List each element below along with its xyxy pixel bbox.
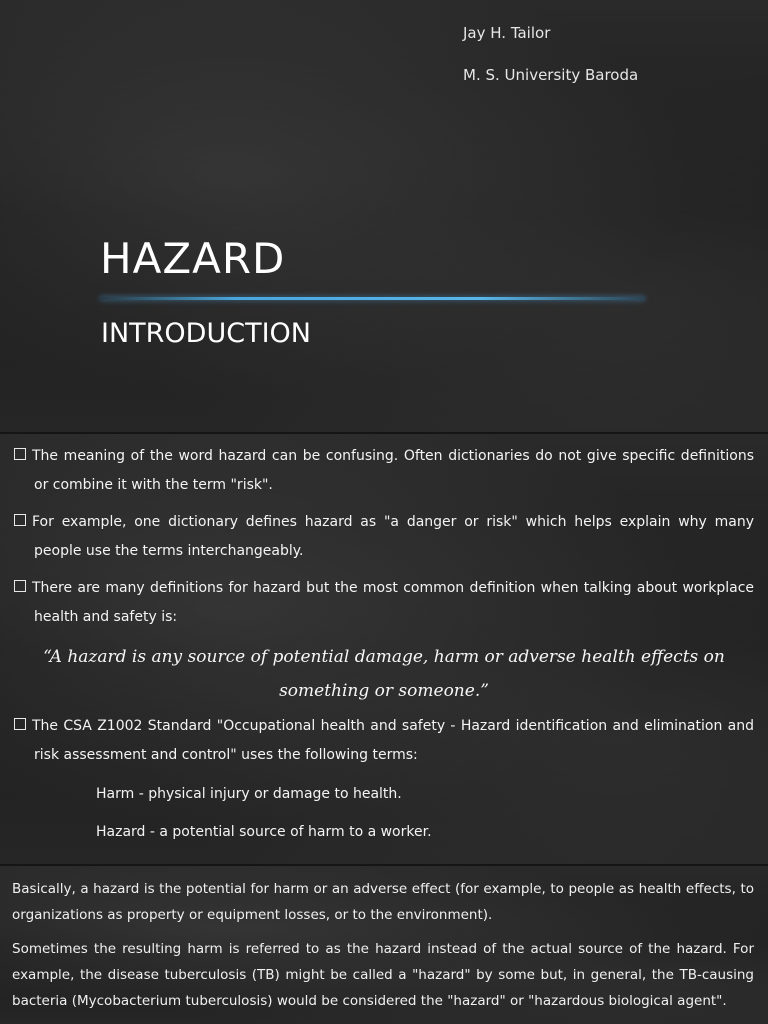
paragraph: Sometimes the resulting harm is referred to as the hazard instead of the actual source of the hazard. For example, the disease tuberculosis (TB) might be called a "hazard" by some but, in general, the TB-causing bacteria (Mycobacterium tuberculosis) would be considered the "hazard" or "hazardous biological agent".	[12, 941, 754, 1009]
bullet-item	[14, 574, 754, 632]
paragraph: Basically, a hazard is the potential for harm or an adverse effect (for example, to people as health effects, to organizations as property or equipment losses, or to the environment).	[12, 881, 754, 923]
bullet-text: The meaning of the word hazard can be confusing. Often dictionaries do not give specific definitions or combine it with the term "risk".	[32, 448, 754, 493]
term-hazard: Hazard - a potential source of harm to a worker.	[96, 824, 432, 840]
author-name: Jay H. Tailor	[463, 24, 551, 42]
checkbox-bullet-icon	[14, 514, 26, 526]
title-divider	[100, 297, 645, 300]
slide-subtitle: INTRODUCTION	[101, 318, 311, 349]
checkbox-bullet-icon	[14, 448, 26, 460]
intro-content	[14, 442, 754, 854]
checkbox-bullet-icon	[14, 718, 26, 730]
hazard-definition-quote: “A hazard is any source of potential damage, harm or adverse health effects on something or someone.”	[43, 647, 725, 701]
bullet-text: The CSA Z1002 Standard "Occupational health and safety - Hazard identification and elimination and risk assessment and control" uses the following terms:	[32, 718, 754, 763]
bullet-item	[14, 508, 754, 566]
university-name: M. S. University Baroda	[463, 66, 639, 84]
slide-title: HAZARD	[100, 234, 286, 283]
bullet-item	[14, 712, 754, 770]
bullet-item	[14, 442, 754, 500]
bullet-text: There are many definitions for hazard but the most common definition when talking about workplace health and safety is:	[32, 580, 754, 625]
title-slide	[0, 0, 768, 432]
next-slide	[0, 866, 768, 1024]
intro-slide	[0, 434, 768, 864]
checkbox-bullet-icon	[14, 580, 26, 592]
next-slide-content	[12, 876, 754, 1022]
bullet-text: For example, one dictionary defines hazard as "a danger or risk" which helps explain why many people use the terms interchangeably.	[32, 514, 754, 559]
term-harm: Harm - physical injury or damage to health.	[96, 786, 402, 802]
